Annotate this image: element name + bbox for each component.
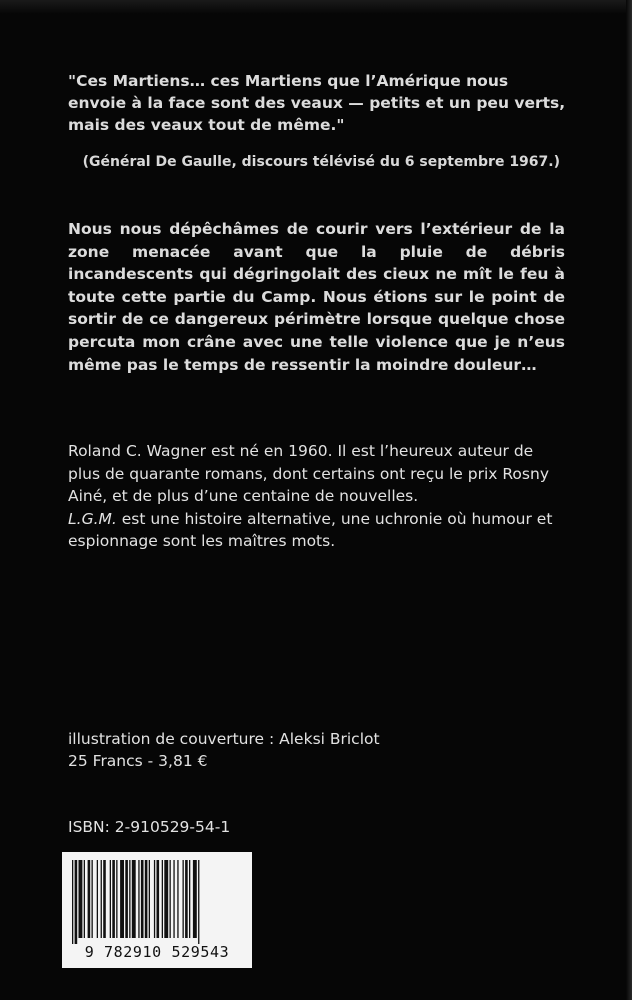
book-excerpt: Nous nous dépêchâmes de courir vers l’extérieur de la zone menacée avant que la pluie de débris incandescents qui dégringolait des cieux ne mît le feu à toute cette partie du Camp. Nous étions sur le point de sortir de ce dangereux périmètre lorsque quelque chose percuta mon crâne avec une telle violence que je n’eus même pas le temps de ressentir la moindre douleur… [68, 220, 565, 374]
barcode-bar [125, 860, 128, 938]
barcode-bar [103, 860, 106, 938]
barcode-bar [177, 860, 178, 938]
barcode-bar [154, 860, 155, 938]
barcode-bar [149, 860, 150, 938]
cover-top-edge [0, 0, 632, 14]
barcode-bar [97, 860, 98, 938]
barcode-bar [189, 860, 190, 938]
barcode-bar [138, 860, 139, 938]
barcode-bar [92, 860, 93, 938]
barcode-bar [145, 860, 148, 938]
barcode-bar [173, 860, 174, 938]
barcode-bar [162, 860, 163, 938]
book-description [68, 508, 566, 553]
barcode [62, 852, 252, 968]
barcode-bar [164, 860, 168, 938]
barcode-bar [110, 860, 111, 938]
author-bio [68, 440, 566, 553]
barcode-bar [75, 860, 78, 944]
barcode-bar [116, 860, 117, 938]
barcode-bar [132, 860, 136, 938]
barcode-bar [120, 860, 124, 938]
barcode-number: 9 782910 529543 [84, 943, 230, 961]
credits-block [68, 728, 380, 772]
epigraph-attribution: (Général De Gaulle, discours télévisé du 6 septembre 1967.) [82, 154, 560, 170]
epigraph-quote: "Ces Martiens… ces Martiens que l’Amérique nous envoie à la face sont des veaux — petits et un peu verts, mais des veaux tout de même." [68, 72, 566, 134]
barcode-bar [198, 860, 199, 944]
barcode-bars [70, 860, 244, 944]
author-bio-text: Roland C. Wagner est né en 1960. Il est l’heureux auteur de plus de quarante romans, dont certains ont reçu le prix Rosny Ainé, et de plus d’une centaine de nouvelles. [68, 442, 549, 505]
cover-right-edge [626, 0, 632, 1000]
book-title: L.G.M. [68, 509, 117, 528]
barcode-bar [183, 860, 184, 938]
barcode-bar [193, 860, 197, 938]
barcode-bar [72, 860, 73, 944]
barcode-bar [185, 860, 188, 938]
barcode-bar [79, 860, 83, 938]
barcode-bar [129, 860, 130, 938]
isbn-label: ISBN: 2-910529-54-1 [68, 818, 231, 836]
book-description-text: est une histoire alternative, une uchronie où humour et espionnage sont les maîtres mots. [68, 509, 553, 550]
illustration-credit: illustration de couverture : Aleksi Briclot [68, 730, 380, 748]
barcode-bar [101, 860, 102, 938]
barcode-bar [112, 860, 115, 938]
barcode-bar [141, 860, 144, 938]
price-label: 25 Francs - 3,81 € [68, 752, 208, 770]
barcode-bar [88, 860, 91, 938]
barcode-bar [84, 860, 85, 938]
barcode-bar [157, 860, 160, 938]
barcode-bar [170, 860, 171, 938]
